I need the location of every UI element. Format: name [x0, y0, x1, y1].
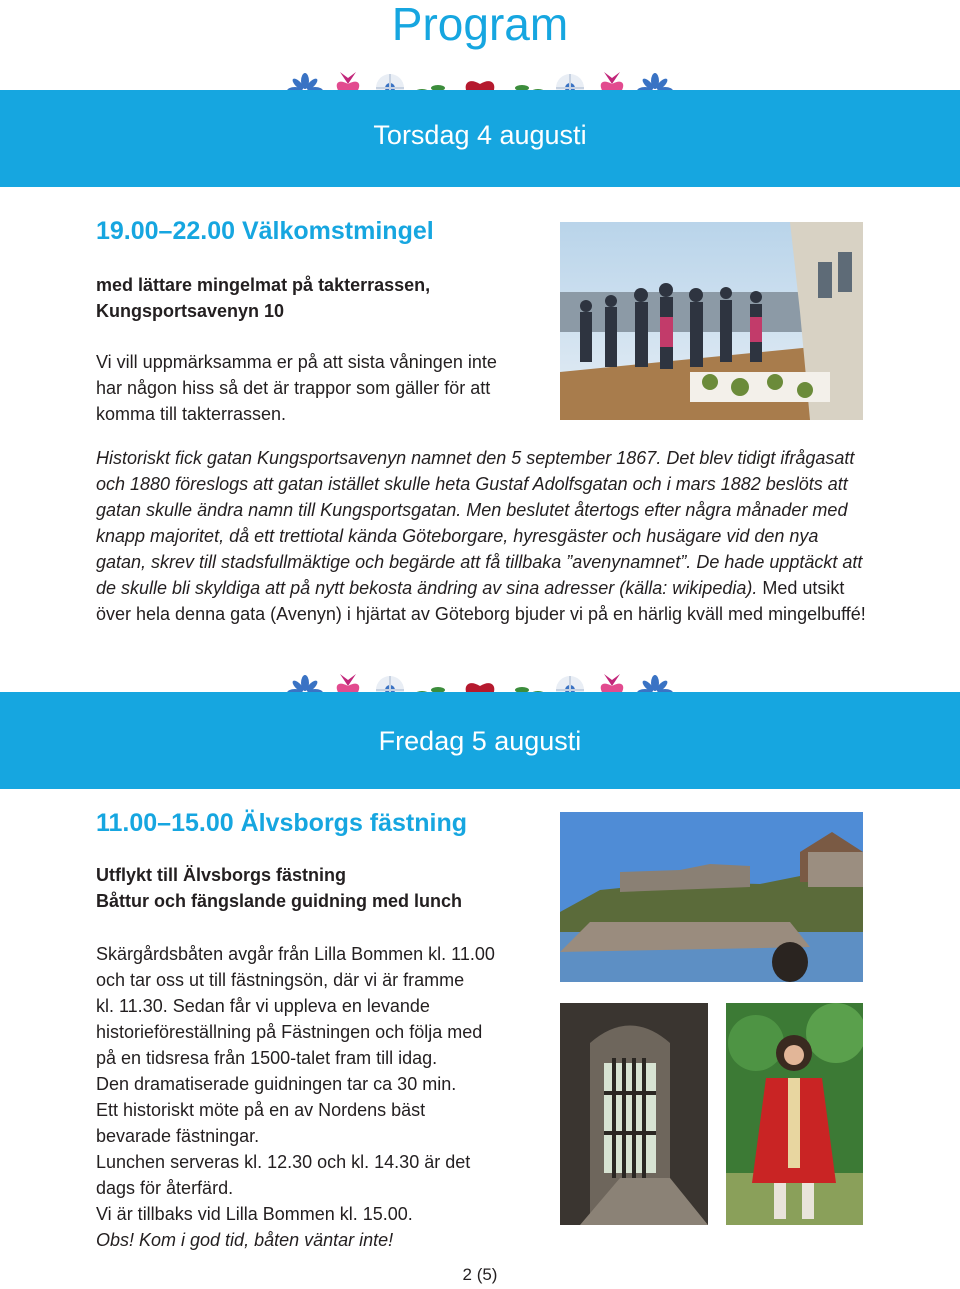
description-line: Skärgårdsbåten avgår från Lilla Bommen kl. 11.00: [96, 944, 495, 964]
event-subtitle: [96, 862, 546, 914]
day-header-band: [0, 90, 960, 187]
page-title: Program: [391, 0, 569, 50]
history-paragraph: [96, 445, 866, 627]
description-line: bevarade fästningar.: [96, 1126, 260, 1146]
description-line: Vi är tillbaks vid Lilla Bommen kl. 15.00.: [96, 1204, 413, 1224]
description-line: och tar oss ut till fästningsön, där vi är framme: [96, 970, 465, 990]
history-text-2: De hade upptäckt att de skulle bli skyldiga att på nytt bekosta ändring av sina adresser (källa: wikipedia).: [96, 552, 863, 598]
history-text-italic: Historiskt fick gatan Kungsportsavenyn namnet den 5 september 1867.: [96, 448, 662, 468]
day-header-band: [0, 692, 960, 789]
closing-note: Obs! Kom i god tid, båten väntar inte!: [96, 1230, 394, 1250]
rooftop-party-photo: [560, 222, 863, 420]
notice-line: har någon hiss så det är trappor som gäller för att: [96, 378, 491, 398]
subtitle-line: med lättare mingelmat på takterrassen,: [96, 275, 431, 295]
notice-line: komma till takterrassen.: [96, 404, 287, 424]
history-text-italic-2: Men beslutet återtogs efter några månader med knapp majoritet, då ett trettiotal kända Göteborgare, hyresgäster och husägare vid den nya gatan, skrev till stadsfullmäktige och begärde att få tillbaka ”avenynamnet”.: [96, 500, 848, 572]
subtitle-line: Kungsportsavenyn 10: [96, 301, 285, 321]
description-line: dags för återfärd.: [96, 1178, 234, 1198]
fortress-window-photo: [560, 1003, 708, 1225]
subtitle-line: Båttur och fängslande guidning med lunch: [96, 891, 463, 911]
description-line: på en tidsresa från 1500-talet fram till idag.: [96, 1048, 438, 1068]
excursion-description: [96, 941, 546, 1253]
history-text-3: Med utsikt över hela denna gata (Avenyn) i hjärtat av Göteborg bjuder vi på en härlig kväll med mingelbuffé!: [96, 578, 866, 624]
description-line: Den dramatiserade guidningen tar ca 30 min.: [96, 1074, 457, 1094]
fortress-photo: [560, 812, 863, 982]
description-line: Lunchen serveras kl. 12.30 och kl. 14.30 är det: [96, 1152, 471, 1172]
description-line: historieföreställning på Fästningen och följa med: [96, 1022, 483, 1042]
notice-line: Vi vill uppmärksamma er på att sista våningen inte: [96, 352, 497, 372]
event-subtitle: [96, 272, 536, 324]
history-text: Det blev tidigt ifrågasatt och 1880 föreslogs att gatan istället skulle heta Gustaf Adolfsgatan och i mars 1882 beslöts att gatan skulle ändra namn till Kungsportsgatan.: [96, 448, 855, 520]
description-line: kl. 11.30. Sedan får vi uppleva en levande: [96, 996, 430, 1016]
day-heading: Fredag 5 augusti: [378, 726, 582, 756]
day-heading: Torsdag 4 augusti: [373, 120, 587, 150]
event-title: 11.00–15.00 Älvsborgs fästning: [96, 809, 468, 837]
stairs-notice: [96, 349, 546, 427]
event-title: 19.00–22.00 Välkomstmingel: [96, 217, 434, 245]
subtitle-line: Utflykt till Älvsborgs fästning: [96, 865, 347, 885]
page-number: 2 (5): [462, 1265, 498, 1284]
costumed-guide-photo: [726, 1003, 863, 1225]
description-line: Ett historiskt möte på en av Nordens bäst: [96, 1100, 426, 1120]
